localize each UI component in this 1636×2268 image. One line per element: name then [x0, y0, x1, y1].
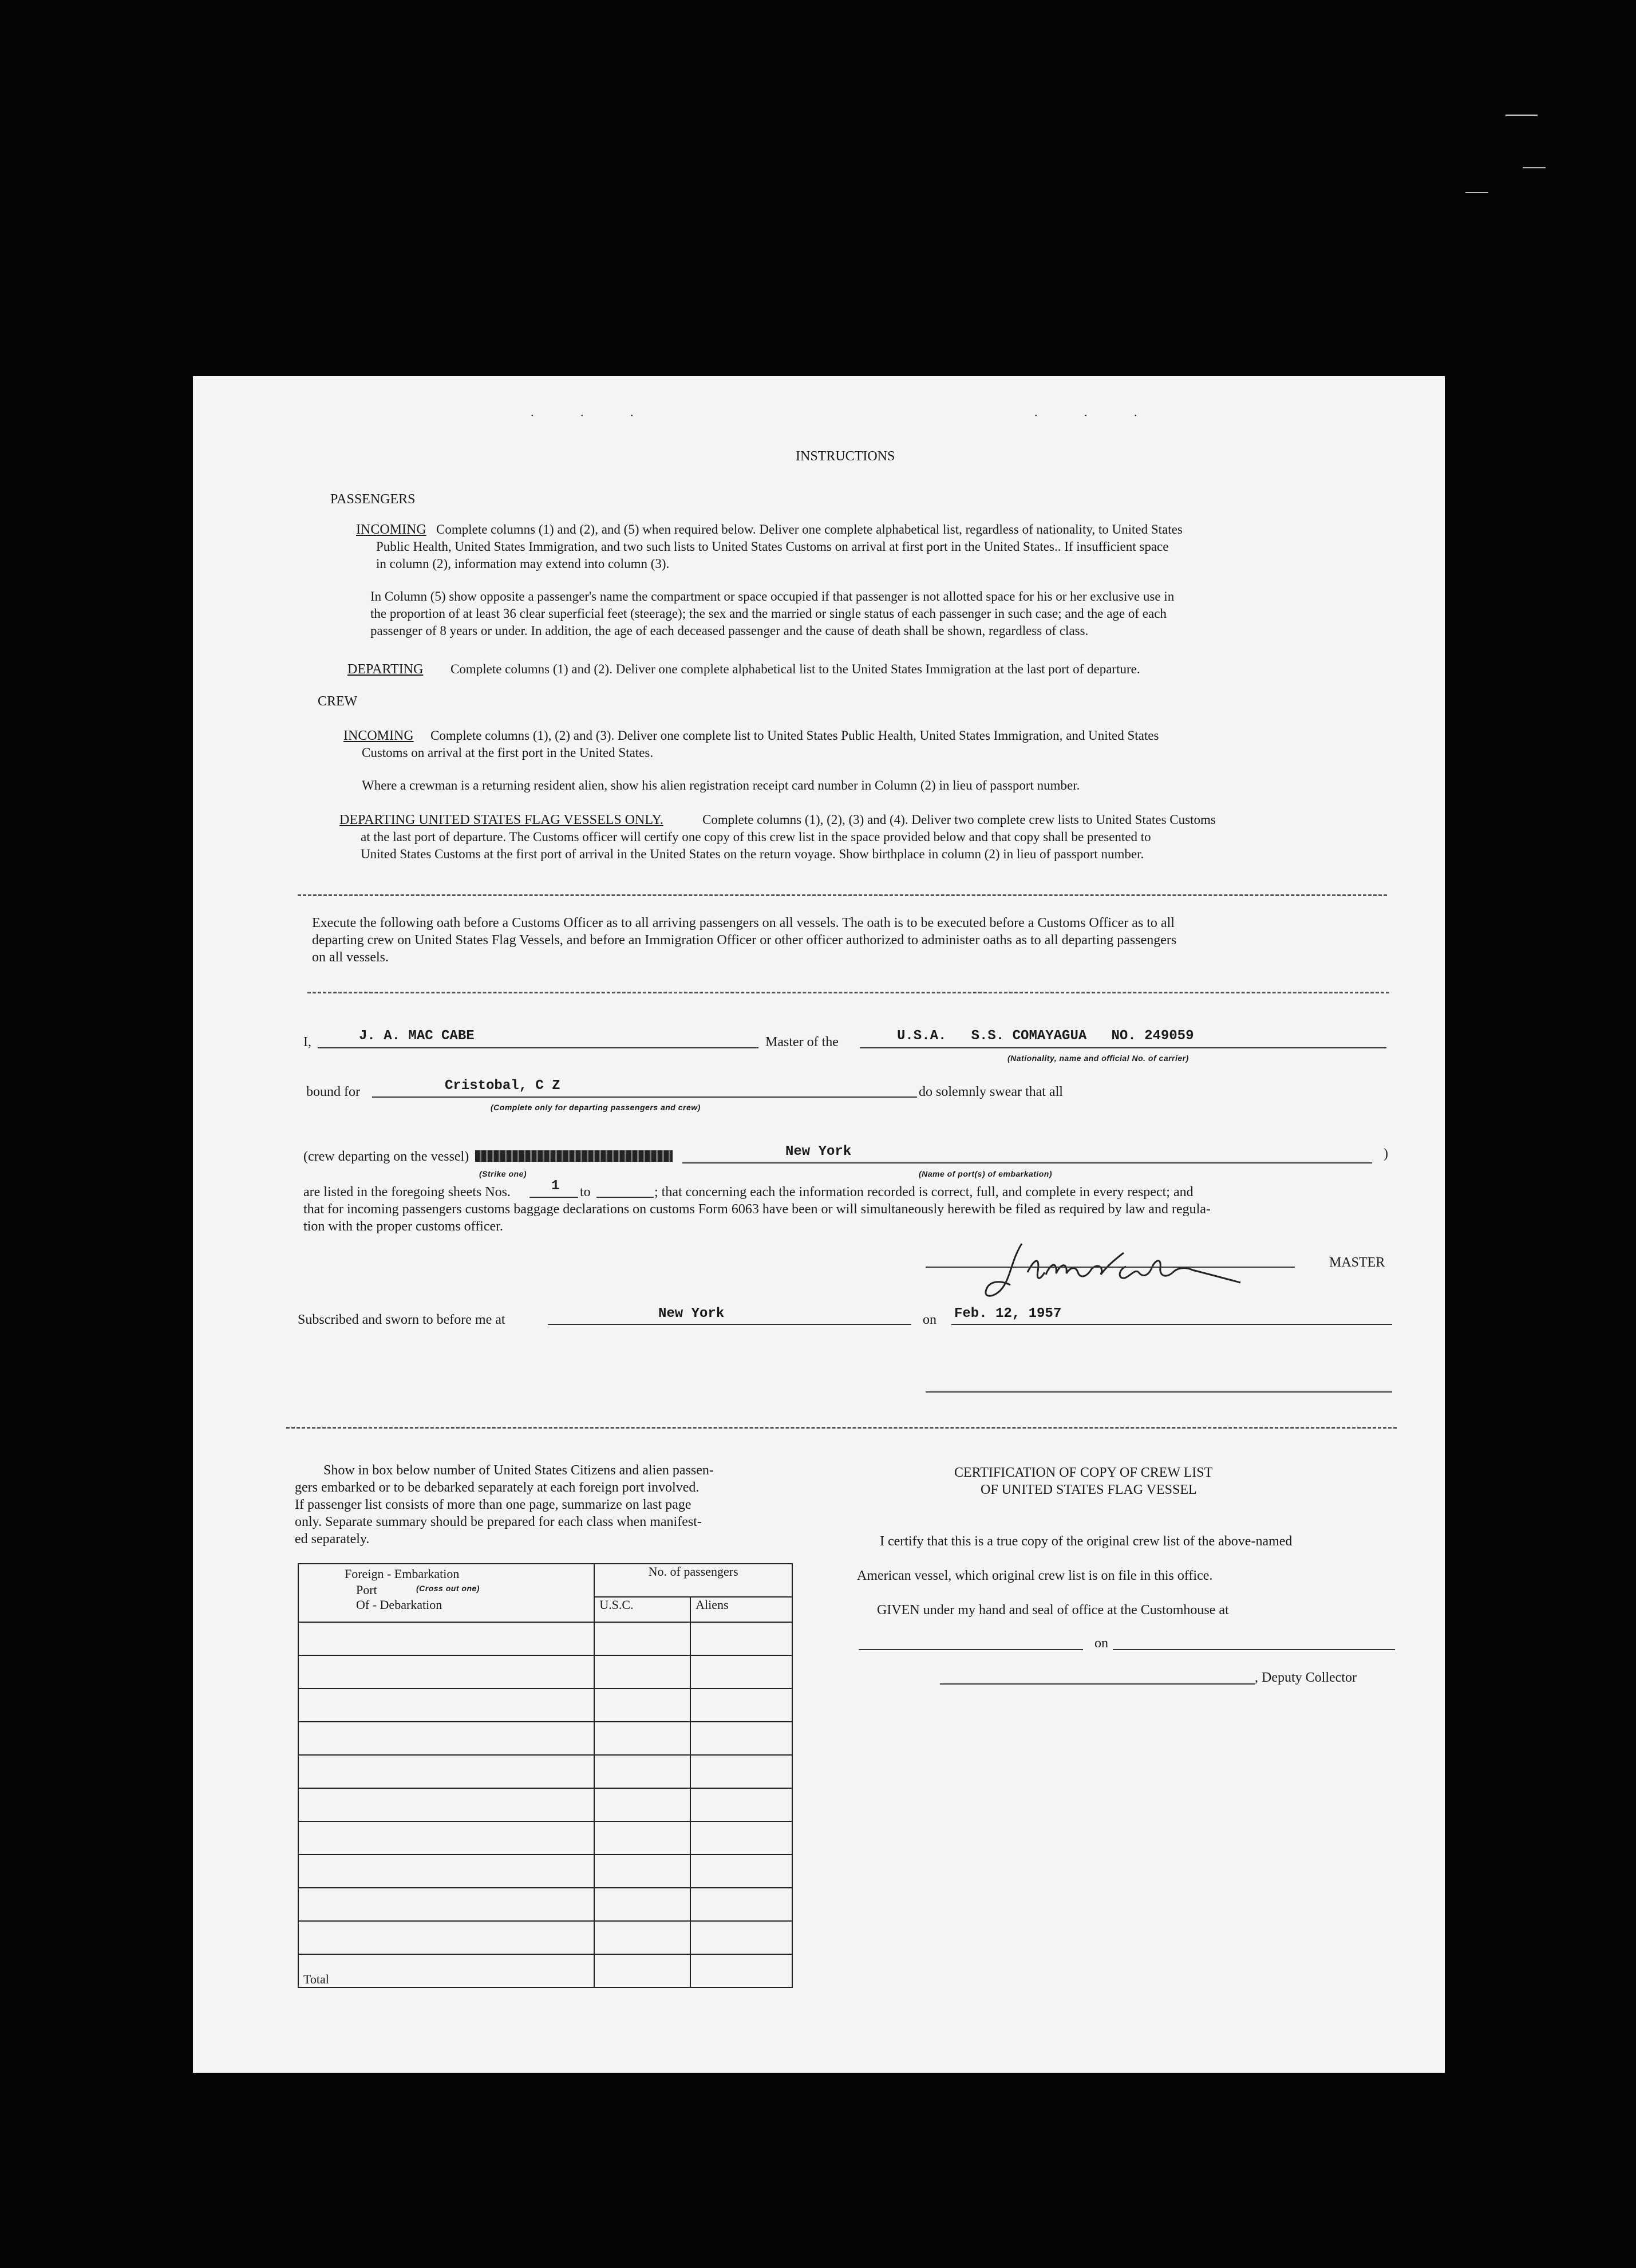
table-row: [298, 1689, 792, 1722]
passengers-departing-label: DEPARTING: [347, 662, 424, 677]
usc-cell[interactable]: [594, 1788, 690, 1821]
master-signature: [954, 1232, 1252, 1309]
instructions-title: INSTRUCTIONS: [796, 449, 895, 464]
table-row: [298, 1755, 792, 1788]
master-name-line: [318, 1047, 758, 1048]
certification-text: American vessel, which original crew list is on file in this office.: [857, 1568, 1213, 1583]
sheet-from-field[interactable]: 1: [551, 1178, 560, 1194]
deputy-collector-line: [940, 1683, 1255, 1685]
crew-incoming-label: INCOMING: [343, 728, 414, 743]
port-cell[interactable]: [298, 1855, 594, 1888]
port-cell[interactable]: [298, 1821, 594, 1855]
aliens-cell[interactable]: [690, 1622, 792, 1655]
sheets-text: ; that concerning each the information recorded is correct, full, and complete in every respect; and: [654, 1185, 1194, 1200]
master-name-field[interactable]: J. A. MAC CABE: [359, 1028, 475, 1044]
vessel-caption: (Nationality, name and official No. of carrier): [1007, 1054, 1189, 1063]
aliens-header: Aliens: [690, 1597, 792, 1622]
usc-cell[interactable]: [594, 1689, 690, 1722]
table-row: [298, 1788, 792, 1821]
vessel-line: [860, 1047, 1386, 1048]
crew-alien-text: Where a crewman is a returning resident alien, show his alien registration receipt card number in Column (2) in lieu of passport number.: [362, 778, 1080, 792]
summary-intro: If passenger list consists of more than one page, summarize on last page: [295, 1497, 691, 1512]
certification-text: GIVEN under my hand and seal of office at the Customhouse at: [877, 1603, 1229, 1618]
passengers-incoming-text: in column (2), information may extend into column (3).: [376, 557, 670, 571]
oath-instruction-text: Execute the following oath before a Customs Officer as to all arriving passengers on all vessels. The oath is to be executed before a Customs Officer as to all: [312, 916, 1175, 930]
port-header-line: Foreign - Embarkation: [345, 1567, 460, 1581]
scan-mark: [1505, 115, 1538, 116]
section-divider: [286, 1427, 1397, 1429]
aliens-cell[interactable]: [690, 1921, 792, 1954]
port-cell[interactable]: [298, 1921, 594, 1954]
sheet-from-line: [529, 1197, 578, 1198]
close-paren: ): [1384, 1146, 1388, 1161]
sworn-label: Subscribed and sworn to before me at: [298, 1312, 505, 1327]
usc-total-cell[interactable]: [594, 1954, 690, 1987]
sheets-text: are listed in the foregoing sheets Nos.: [303, 1185, 511, 1200]
port-caption: (Name of port(s) of embarkation): [919, 1169, 1053, 1178]
cross-out-caption: (Cross out one): [416, 1584, 480, 1593]
table-row: [298, 1821, 792, 1855]
oath-text: tion with the proper customs officer.: [303, 1219, 503, 1234]
sworn-date-line: [951, 1324, 1392, 1325]
summary-intro: gers embarked or to be debarked separately at each foreign port involved.: [295, 1480, 700, 1495]
port-cell[interactable]: [298, 1655, 594, 1689]
table-row: [298, 1888, 792, 1921]
oath-instruction-text: on all vessels.: [312, 950, 389, 965]
on-label: on: [923, 1312, 936, 1327]
summary-intro: ed separately.: [295, 1532, 370, 1547]
summary-intro: Show in box below number of United States Citizens and alien passen-: [323, 1463, 714, 1478]
crew-departing-label: DEPARTING UNITED STATES FLAG VESSELS ONLY.: [339, 812, 663, 827]
aliens-cell[interactable]: [690, 1755, 792, 1788]
table-row: [298, 1921, 792, 1954]
passengers-incoming-text: Public Health, United States Immigration, and two such lists to United States Customs on arrival at first port in the United States.. If insufficient space: [376, 539, 1169, 554]
master-of-label: Master of the: [765, 1035, 839, 1050]
port-cell[interactable]: [298, 1788, 594, 1821]
usc-cell[interactable]: [594, 1755, 690, 1788]
crew-departing-vessel-label: (crew departing on the vessel): [303, 1149, 469, 1164]
table-row: [298, 1722, 792, 1755]
passengers-incoming-label: INCOMING: [356, 522, 426, 537]
no-of-passengers-header: No. of passengers: [594, 1564, 792, 1597]
speck-dots: . . .: [531, 405, 655, 419]
sheets-to-label: to: [580, 1185, 591, 1200]
summary-intro: only. Separate summary should be prepared for each class when manifest-: [295, 1514, 702, 1529]
aliens-cell[interactable]: [690, 1788, 792, 1821]
usc-cell[interactable]: [594, 1888, 690, 1921]
table-header-row: [298, 1564, 792, 1597]
port-cell[interactable]: [298, 1622, 594, 1655]
scan-mark: [1523, 167, 1546, 168]
embarkation-port-field[interactable]: New York: [785, 1144, 852, 1159]
crew-heading: CREW: [318, 694, 358, 709]
bound-for-field[interactable]: Cristobal, C Z: [445, 1078, 560, 1094]
column5-text: In Column (5) show opposite a passenger's name the compartment or space occupied if that passenger is not allotted space for his or her exclusive use in: [370, 589, 1175, 604]
aliens-cell[interactable]: [690, 1888, 792, 1921]
aliens-cell[interactable]: [690, 1655, 792, 1689]
crew-departing-text: at the last port of departure. The Customs officer will certify one copy of this crew list in the space provided below and that copy shall be presented to: [361, 830, 1151, 844]
bound-for-caption: (Complete only for departing passengers and crew): [491, 1103, 701, 1112]
crew-departing-text: United States Customs at the first port of arrival in the United States on the return voyage. Show birthplace in column (2) in lieu of passport number.: [361, 847, 1144, 861]
strike-one-caption: (Strike one): [479, 1169, 527, 1178]
usc-cell[interactable]: [594, 1655, 690, 1689]
table-row: [298, 1655, 792, 1689]
i-label: I,: [303, 1035, 311, 1050]
aliens-cell[interactable]: [690, 1855, 792, 1888]
port-header-line: Of - Debarkation: [356, 1598, 442, 1612]
section-divider: [307, 992, 1389, 993]
certification-title: OF UNITED STATES FLAG VESSEL: [981, 1482, 1197, 1497]
usc-cell[interactable]: [594, 1722, 690, 1755]
passengers-heading: PASSENGERS: [330, 492, 416, 507]
certification-text: I certify that this is a true copy of the original crew list of the above-named: [880, 1534, 1293, 1549]
bound-for-line: [372, 1096, 917, 1098]
port-header: [298, 1564, 594, 1622]
aliens-cell[interactable]: [690, 1722, 792, 1755]
master-title: MASTER: [1329, 1255, 1385, 1270]
oath-text: that for incoming passengers customs baggage declarations on customs Form 6063 have been or will simultaneously herewith be filed as required by law and regula-: [303, 1202, 1211, 1217]
passenger-summary-table: [298, 1563, 793, 1988]
struck-out-passengers-text: [475, 1150, 673, 1162]
customhouse-line: [859, 1649, 1083, 1650]
sworn-place-line: [548, 1324, 911, 1325]
usc-cell[interactable]: [594, 1855, 690, 1888]
usc-cell[interactable]: [594, 1622, 690, 1655]
aliens-total-cell[interactable]: [690, 1954, 792, 1987]
deputy-collector-label: , Deputy Collector: [1255, 1670, 1357, 1685]
swear-text: do solemnly swear that all: [919, 1084, 1063, 1099]
master-signature-line: [926, 1267, 1295, 1268]
usc-header: U.S.C.: [594, 1597, 690, 1622]
oath-instruction-text: departing crew on United States Flag Vessels, and before an Immigration Officer or other officer authorized to administer oaths as to all departing passengers: [312, 933, 1177, 948]
officer-signature-line: [926, 1391, 1392, 1393]
port-cell[interactable]: [298, 1755, 594, 1788]
usc-cell[interactable]: [594, 1921, 690, 1954]
vessel-field[interactable]: U.S.A. S.S. COMAYAGUA NO. 249059: [897, 1028, 1194, 1044]
aliens-cell[interactable]: [690, 1821, 792, 1855]
sheet-to-line: [596, 1197, 654, 1198]
table-row: [298, 1622, 792, 1655]
total-row: [298, 1954, 792, 1987]
aliens-cell[interactable]: [690, 1689, 792, 1722]
passengers-departing-text: Complete columns (1) and (2). Deliver one complete alphabetical list to the United States Immigration at the last port of departure.: [451, 662, 1140, 676]
port-line: [682, 1162, 1372, 1163]
crew-departing-text: Complete columns (1), (2), (3) and (4). Deliver two complete crew lists to United States Customs: [702, 812, 1216, 827]
scan-mark: [1465, 192, 1488, 193]
cert-date-line: [1113, 1649, 1395, 1650]
crew-incoming-text: Customs on arrival at the first port in the United States.: [362, 746, 654, 760]
sworn-date-field[interactable]: Feb. 12, 1957: [954, 1306, 1062, 1322]
certification-title: CERTIFICATION OF COPY OF CREW LIST: [954, 1465, 1213, 1480]
column5-text: the proportion of at least 36 clear superficial feet (steerage); the sex and the married or single status of each passenger in such case; and the age of each: [370, 606, 1167, 621]
usc-cell[interactable]: [594, 1821, 690, 1855]
passengers-incoming-text: Complete columns (1) and (2), and (5) when required below. Deliver one complete alphabetical list, regardless of nationality, to United States: [436, 522, 1183, 537]
sworn-place-field[interactable]: New York: [658, 1306, 725, 1322]
form-page: [193, 376, 1445, 2073]
table-row: [298, 1855, 792, 1888]
port-cell[interactable]: [298, 1689, 594, 1722]
crew-incoming-text: Complete columns (1), (2) and (3). Deliver one complete list to United States Public Health, United States Immigration, and United States: [430, 728, 1159, 743]
section-divider: [298, 894, 1387, 896]
total-label: Total: [298, 1954, 594, 1987]
bound-for-label: bound for: [306, 1084, 360, 1099]
speck-dots: . . .: [1034, 405, 1159, 419]
port-cell[interactable]: [298, 1722, 594, 1755]
port-header-line: Port: [356, 1583, 377, 1597]
cert-on-label: on: [1094, 1636, 1108, 1651]
port-cell[interactable]: [298, 1888, 594, 1921]
column5-text: passenger of 8 years or under. In addition, the age of each deceased passenger and the cause of death shall be shown, regardless of class.: [370, 624, 1089, 638]
